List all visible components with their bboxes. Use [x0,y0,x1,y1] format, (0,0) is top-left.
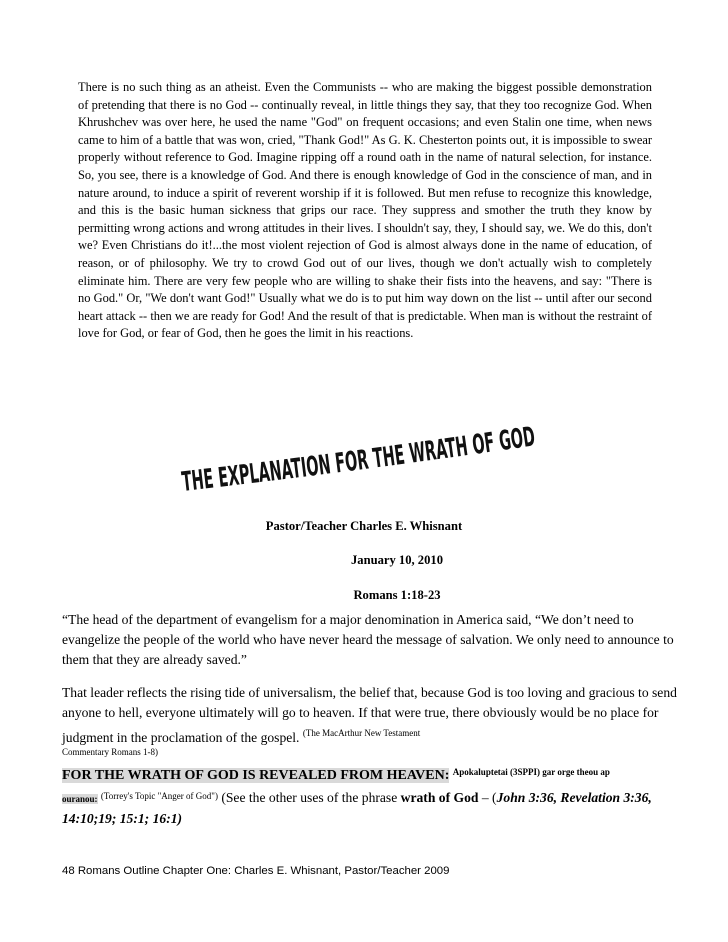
universalism-text: That leader reflects the rising tide of universalism, the belief that, because God is too loving and gracious to send anyone to hell, everyone ultimately will go to heaven. If that were true, there obviously would be no place for judgment in the proclamation of the gospel. [62,685,677,745]
citation-end: Commentary Romans 1-8) [62,747,158,757]
section-heading: FOR THE WRATH OF GOD IS REVEALED FROM HEAVEN: [62,768,450,783]
scripture-reference: Romans 1:18-23 [353,588,441,602]
wordart-title-graphic [165,425,555,510]
title-textpath: THE EXPLANATION FOR THE WRATH OF GOD [180,425,548,498]
author-line: Pastor/Teacher Charles E. Whisnant [265,519,463,533]
page-footer: 48 Romans Outline Chapter One: Charles E. Whisnant, Pastor/Teacher 2009 [62,865,450,877]
see-dash: – ( [481,790,497,805]
wordart-title [165,425,555,510]
universalism-paragraph [62,683,690,757]
see-prefix: (See the other uses of the phrase [221,790,398,805]
quote-block: There is no such thing as an atheist. Even the Communists -- who are making the biggest possible demonstration of pretending that there is no God -- continually reveal, in little things they say, that they too recognize God. When Khrushchev was over here, he used the name "God" on frequent occasions; and even Stalin one time, when news came to him of a battle that was won, cried, "Thank God!" As G. K. Chesterton points out, it is impossible to swear properly without reference to God. Imagine ripping off a round oath in the name of natural selection, for instance. So, you see, there is a knowledge of God. And there is enough knowledge of God in the conscience of man, and in nature around, to induce a spirit of reverent worship if it is followed. But men refuse to recognize this knowledge, and this is the basic human sickness that grips our race. They suppress and smother the truth they know by permitting wrong actions and wrong attitudes in their lives. I shouldn't say, they, I should say, we. We do this, don't we? Even Christians do it!...the most violent rejection of God is almost always done in the name of education, of reason, or of philosophy. We try to crowd God out of our lives, though we don't actually wish to completely eliminate him. There are very few people who are willing to shake their fists into the heavens, and say: "There is no God." Or, "We don't want God!" Usually what we do is to put him way down on the list -- until after our second heart attack -- then we are ready for God! And the result of that is predictable. When man is without the restraint of love for God, or fear of God, then he goes the limit in his reactions. [78,80,652,341]
evangelism-quote-paragraph: “The head of the department of evangelism for a major denomination in America said, “We don’t need to evangelize the people of the world who have never heard the message of salvation. We only need to announce to them that they are already saved.” [62,612,674,667]
wrath-section [62,762,692,829]
greek-transliteration-end: ouranou: [62,794,98,804]
topic-note: (Torrey's Topic "Anger of God") [100,791,218,801]
citation-start: (The MacArthur New Testament [302,728,421,738]
see-phrase: wrath of God [400,790,479,805]
see-references: John 3:36, Revelation 3:36, 14:10;19; 15:1; 16:1) [62,790,652,826]
greek-transliteration: Apokaluptetai (3SPPI) gar orge theou ap [452,767,610,777]
date-line: January 10, 2010 [350,553,443,567]
title-text [180,425,548,498]
